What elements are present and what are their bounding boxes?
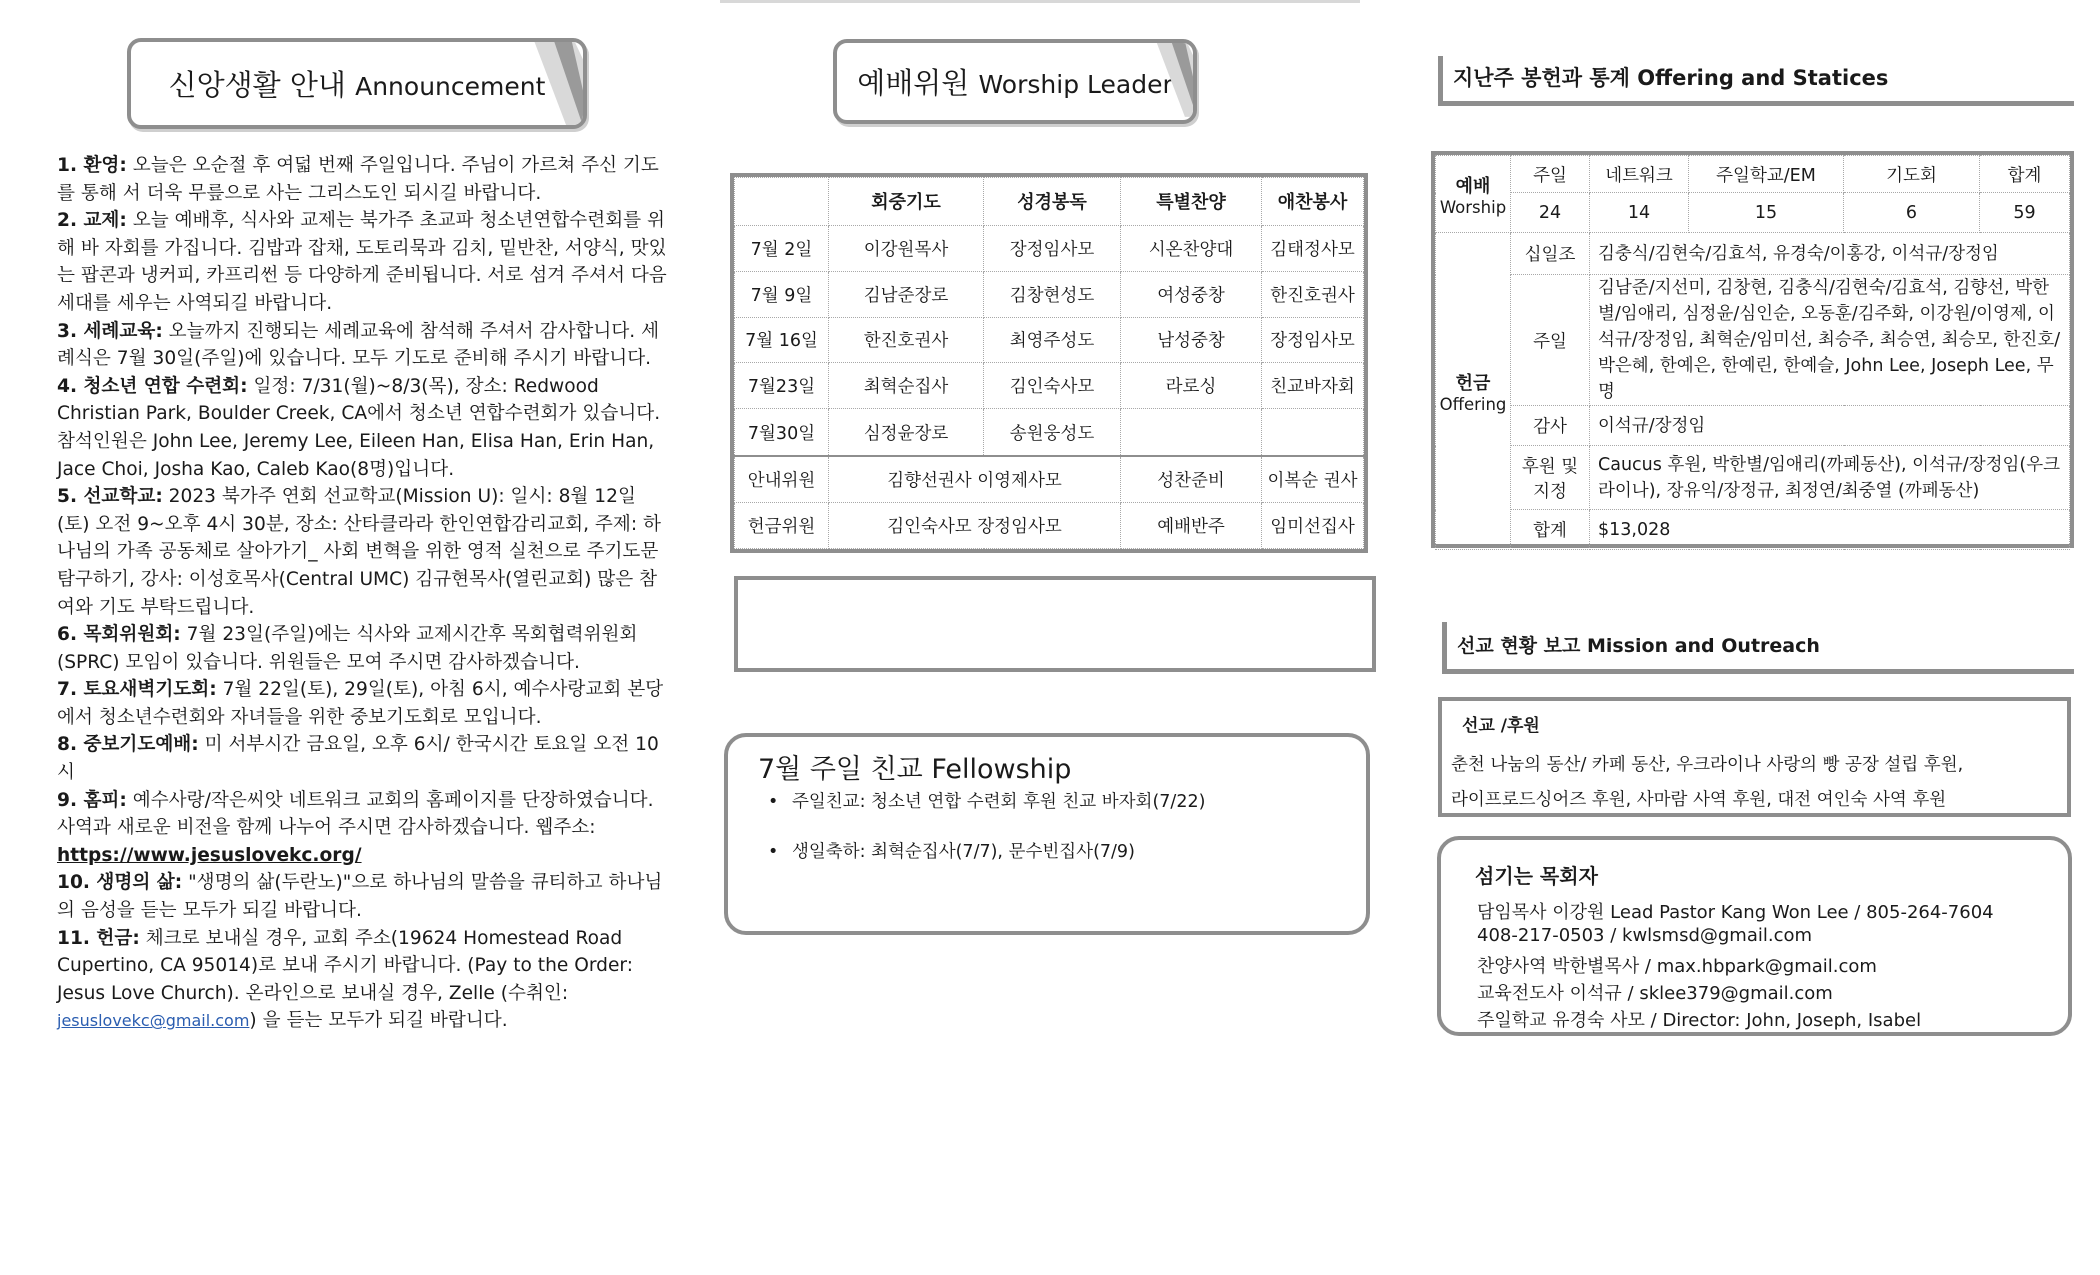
- table-header: [735, 178, 829, 226]
- fellowship-box: [724, 733, 1370, 935]
- table-cell: 김인숙사모: [984, 363, 1121, 409]
- table-cell: 후원 및 지정: [1511, 446, 1590, 510]
- table-cell: 김향선권사 이영제사모: [829, 456, 1121, 503]
- announcement-item: 11. 헌금: 체크로 보내실 경우, 교회 주소(19624 Homestead Road Cupertino, CA 95014)로 보내 주시기 바랍니다. (Pay to the Order: Jesus Love Church). 온라인으로 보내실 경우, Zelle (수취인: jesuslovekc@gmail.com) 을 듣는 모두가 되길 바랍니다.: [57, 927, 633, 1032]
- table-cell: 안내위원: [735, 456, 829, 503]
- announcement-item: 9. 홈피: 예수사랑/작은씨앗 네트워크 교회의 홈페이지를 단장하였습니다. 사역과 새로운 비전을 함께 나누어 주시면 감사하겠습니다. 웹주소: https://www.jesuslovekc.org/: [57, 789, 654, 866]
- table-cell: 예배반주: [1121, 503, 1262, 549]
- table-cell: 임미선집사: [1262, 503, 1364, 549]
- table-cell: 7월30일: [735, 409, 829, 456]
- table-cell: 주일: [1511, 275, 1590, 406]
- table-cell: 59: [1980, 193, 2070, 233]
- table-cell: 6: [1844, 193, 1980, 233]
- mission-box: [1438, 697, 2071, 817]
- offering-label: 헌금 Offering: [1436, 233, 1511, 550]
- blank-box: [734, 576, 1376, 672]
- table-cell: 김창현성도: [984, 271, 1121, 317]
- table-cell: 7월 2일: [735, 225, 829, 271]
- mission-box-title: 선교 /후원: [1462, 716, 1540, 736]
- table-cell: 이강원목사: [829, 225, 984, 271]
- announcement-item: 2. 교제: 오늘 예배후, 식사와 교제는 북가주 초교파 청소년연합수련회를 위해 바 자회를 가집니다. 김밥과 잡채, 도토리묵과 김치, 밑반찬, 서양식, 맛있는 팝콘과 냉커피, 카프리썬 등 다양하게 준비됩니다. 서로 섬겨 주셔서 다음 세대를 세우는 사역되길 바랍니다.: [57, 210, 667, 314]
- table-header-row: [735, 178, 1364, 226]
- page-curl-icon: [513, 38, 587, 129]
- pastor-line: 주일학교 유경숙 사모 / Director: John, Joseph, Isabel: [1477, 1010, 1922, 1031]
- table-cell: 한진호권사: [829, 317, 984, 363]
- table-cell: 여성중창: [1121, 271, 1262, 317]
- table-cell: 김태정사모: [1262, 225, 1364, 271]
- table-cell: [1262, 409, 1364, 456]
- table-cell: 십일조: [1511, 233, 1590, 275]
- table-row: [1436, 510, 2070, 550]
- announcement-title: [169, 63, 546, 104]
- worship-label: 예배 Worship: [1436, 156, 1511, 233]
- table-cell: 시온찬양대: [1121, 225, 1262, 271]
- table-header: 기도회: [1844, 156, 1980, 193]
- table-header: 주일: [1511, 156, 1590, 193]
- zelle-email-link[interactable]: jesuslovekc@gmail.com: [57, 1011, 250, 1031]
- pastors-box: [1437, 836, 2072, 1036]
- table-cell: [1121, 409, 1262, 456]
- announcement-item: 1. 환영: 오늘은 오순절 후 여덟 번째 주일입니다. 주님이 가르쳐 주신 기도를 통해 서 더욱 무릎으로 사는 그리스도인 되시길 바랍니다.: [57, 155, 659, 204]
- table-cell: Caucus 후원, 박한별/임애리(까페동산), 이석규/장정임(우크라이나), 장유익/장정규, 최정연/최중열 (까페동산): [1590, 446, 2070, 510]
- table-cell: 한진호권사: [1262, 271, 1364, 317]
- table-cell: 김남준/지선미, 김창현, 김충식/김현숙/김효석, 김향선, 박한별/임애리, 심정윤/심인순, 오동훈/김주화, 이강원/이영제, 이석규/장정임, 최혁순/임미선, 최승주, 최승연, 최승모, 한진호/박은혜, 한예은, 한예린, 한예슬, John Lee, Joseph Lee, 무명: [1590, 275, 2070, 406]
- announcement-item: 8. 중보기도예배: 미 서부시간 금요일, 오후 6시/ 한국시간 토요일 오전 10시: [57, 734, 659, 784]
- offering-table: [1431, 151, 2074, 548]
- attendance-value-row: [1436, 193, 2070, 233]
- announcement-item: 10. 생명의 삶: "생명의 삶(두란노)"으로 하나님의 말씀을 큐티하고 하나님의 음성을 듣는 모두가 되길 바랍니다.: [57, 872, 663, 922]
- table-cell: 김남준장로: [829, 271, 984, 317]
- table-cell: 라로싱: [1121, 363, 1262, 409]
- table-cell: 최영주성도: [984, 317, 1121, 363]
- table-cell: 김충식/김현숙/김효석, 유경숙/이홍강, 이석규/장정임: [1590, 233, 2070, 275]
- website-link[interactable]: https://www.jesuslovekc.org/: [57, 844, 362, 866]
- pastors-title: 섬기는 목회자: [1475, 864, 1598, 888]
- table-header: 합계: [1980, 156, 2070, 193]
- table-cell: 7월 9일: [735, 271, 829, 317]
- fellowship-list: [768, 785, 1205, 885]
- usher-row: [735, 456, 1364, 503]
- worship-leader-title-box: [833, 39, 1197, 124]
- announcement-list: [57, 152, 667, 1035]
- table-cell: 최혁순집사: [829, 363, 984, 409]
- announcement-title-en: Announcement: [355, 72, 546, 101]
- list-item: • 주일친교: 청소년 연합 수련회 후원 친교 바자회(7/22): [768, 785, 1205, 835]
- table-header: 성경봉독: [984, 178, 1121, 226]
- announcement-item: 3. 세례교육: 오늘까지 진행되는 세례교육에 참석해 주셔서 감사합니다. 세례식은 7월 30일(주일)에 있습니다. 모두 기도로 준비해 주시기 바랍니다.: [57, 320, 660, 370]
- table-cell: 이석규/장정임: [1590, 406, 2070, 446]
- table-cell: 감사: [1511, 406, 1590, 446]
- table-row: [1436, 446, 2070, 510]
- table-row: [735, 409, 1364, 456]
- worship-leader-table: [730, 173, 1368, 553]
- table-cell: 이복순 권사: [1262, 456, 1364, 503]
- table-cell: 24: [1511, 193, 1590, 233]
- pastor-line: 담임목사 이강원 Lead Pastor Kang Won Lee / 805-264-7604: [1477, 902, 1994, 923]
- announcement-title-ko: 신앙생활 안내: [168, 68, 346, 102]
- table-header: 특별찬양: [1121, 178, 1262, 226]
- top-rule: [720, 0, 1360, 3]
- table-cell: 남성중창: [1121, 317, 1262, 363]
- worship-leader-title-en: Worship Leader: [978, 70, 1173, 99]
- table-cell: 14: [1590, 193, 1689, 233]
- table-row: [735, 225, 1364, 271]
- announcement-item: 6. 목회위원회: 7월 23일(주일)에는 식사와 교제시간후 목회협력위원회(SPRC) 모임이 있습니다. 위원들은 모여 주시면 감사하겠습니다.: [57, 624, 638, 673]
- table-row: [735, 271, 1364, 317]
- mission-line: 춘천 나눔의 동산/ 카페 동산, 우크라이나 사랑의 빵 공장 설립 후원,: [1451, 755, 1964, 775]
- table-cell: 성찬준비: [1121, 456, 1262, 503]
- table-cell: 7월23일: [735, 363, 829, 409]
- table-row: [735, 363, 1364, 409]
- table-cell: 7월 16일: [735, 317, 829, 363]
- table-header: 회중기도: [829, 178, 984, 226]
- announcement-item: 7. 토요새벽기도회: 7월 22일(토), 29일(토), 아침 6시, 예수사랑교회 본당에서 청소년수련회와 자녀들을 위한 중보기도회로 모입니다.: [57, 679, 664, 728]
- table-cell: 장정임사모: [984, 225, 1121, 271]
- pastor-line: 찬양사역 박한별목사 / max.hbpark@gmail.com: [1477, 956, 1877, 977]
- table-row: [1436, 275, 2070, 406]
- table-header: 네트워크: [1590, 156, 1689, 193]
- table-header: 애찬봉사: [1262, 178, 1364, 226]
- table-header: 주일학교/EM: [1689, 156, 1844, 193]
- table-cell: 친교바자회: [1262, 363, 1364, 409]
- table-row: [1436, 233, 2070, 275]
- page-curl-icon: [1141, 39, 1197, 119]
- worship-leader-title: [857, 61, 1172, 102]
- announcement-title-box: [127, 38, 587, 129]
- table-row: [735, 317, 1364, 363]
- offering-collector-row: [735, 503, 1364, 549]
- table-cell: 심정윤장로: [829, 409, 984, 456]
- table-cell: 김인숙사모 장정임사모: [829, 503, 1121, 549]
- announcement-item: 5. 선교학교: 2023 북가주 연회 선교학교(Mission U): 일시: 8월 12일(토) 오전 9~오후 4시 30분, 장소: 산타클라라 한인연합감리교회, 주제: 하나님의 가족 공동체로 살아가기_ 사회 변혁을 위한 영적 실천으로 주기도문 탐구하기, 강사: 이성호목사(Central UMC) 김규현목사(열린교회) 많은 참여와 기도 부탁드립니다.: [57, 486, 661, 618]
- table-cell: 15: [1689, 193, 1844, 233]
- offering-heading: 지난주 봉헌과 통계 Offering and Statices: [1438, 56, 2074, 106]
- mission-heading: 선교 현황 보고 Mission and Outreach: [1442, 622, 2074, 674]
- attendance-header-row: [1436, 156, 2070, 193]
- table-row: [1436, 406, 2070, 446]
- mission-line: 라이프로드싱어즈 후원, 사마람 사역 후원, 대전 여인숙 사역 후원: [1451, 790, 1947, 810]
- announcement-item: 4. 청소년 연합 수련회: 일정: 7/31(월)~8/3(목), 장소: Redwood Christian Park, Boulder Creek, CA에서 청소년 연합수련회가 있습니다.참석인원은 John Lee, Jeremy Lee, Eileen Han, Elisa Han, Erin Han, Jace Choi, Josha Kao, Caleb Kao(8명)입니다.: [57, 375, 661, 480]
- list-item: • 생일축하: 최혁순집사(7/7), 문수빈집사(7/9): [768, 835, 1205, 885]
- pastor-line: 교육전도사 이석규 / sklee379@gmail.com: [1477, 983, 1833, 1004]
- worship-leader-title-ko: 예배위원: [857, 66, 970, 100]
- table-cell: $13,028: [1590, 510, 2070, 550]
- table-cell: 헌금위원: [735, 503, 829, 549]
- table-cell: 장정임사모: [1262, 317, 1364, 363]
- table-cell: 합계: [1511, 510, 1590, 550]
- pastor-line: 408-217-0503 / kwlsmsd@gmail.com: [1477, 925, 1813, 946]
- table-cell: 송원웅성도: [984, 409, 1121, 456]
- fellowship-title: 7월 주일 친교 Fellowship: [758, 754, 1072, 785]
